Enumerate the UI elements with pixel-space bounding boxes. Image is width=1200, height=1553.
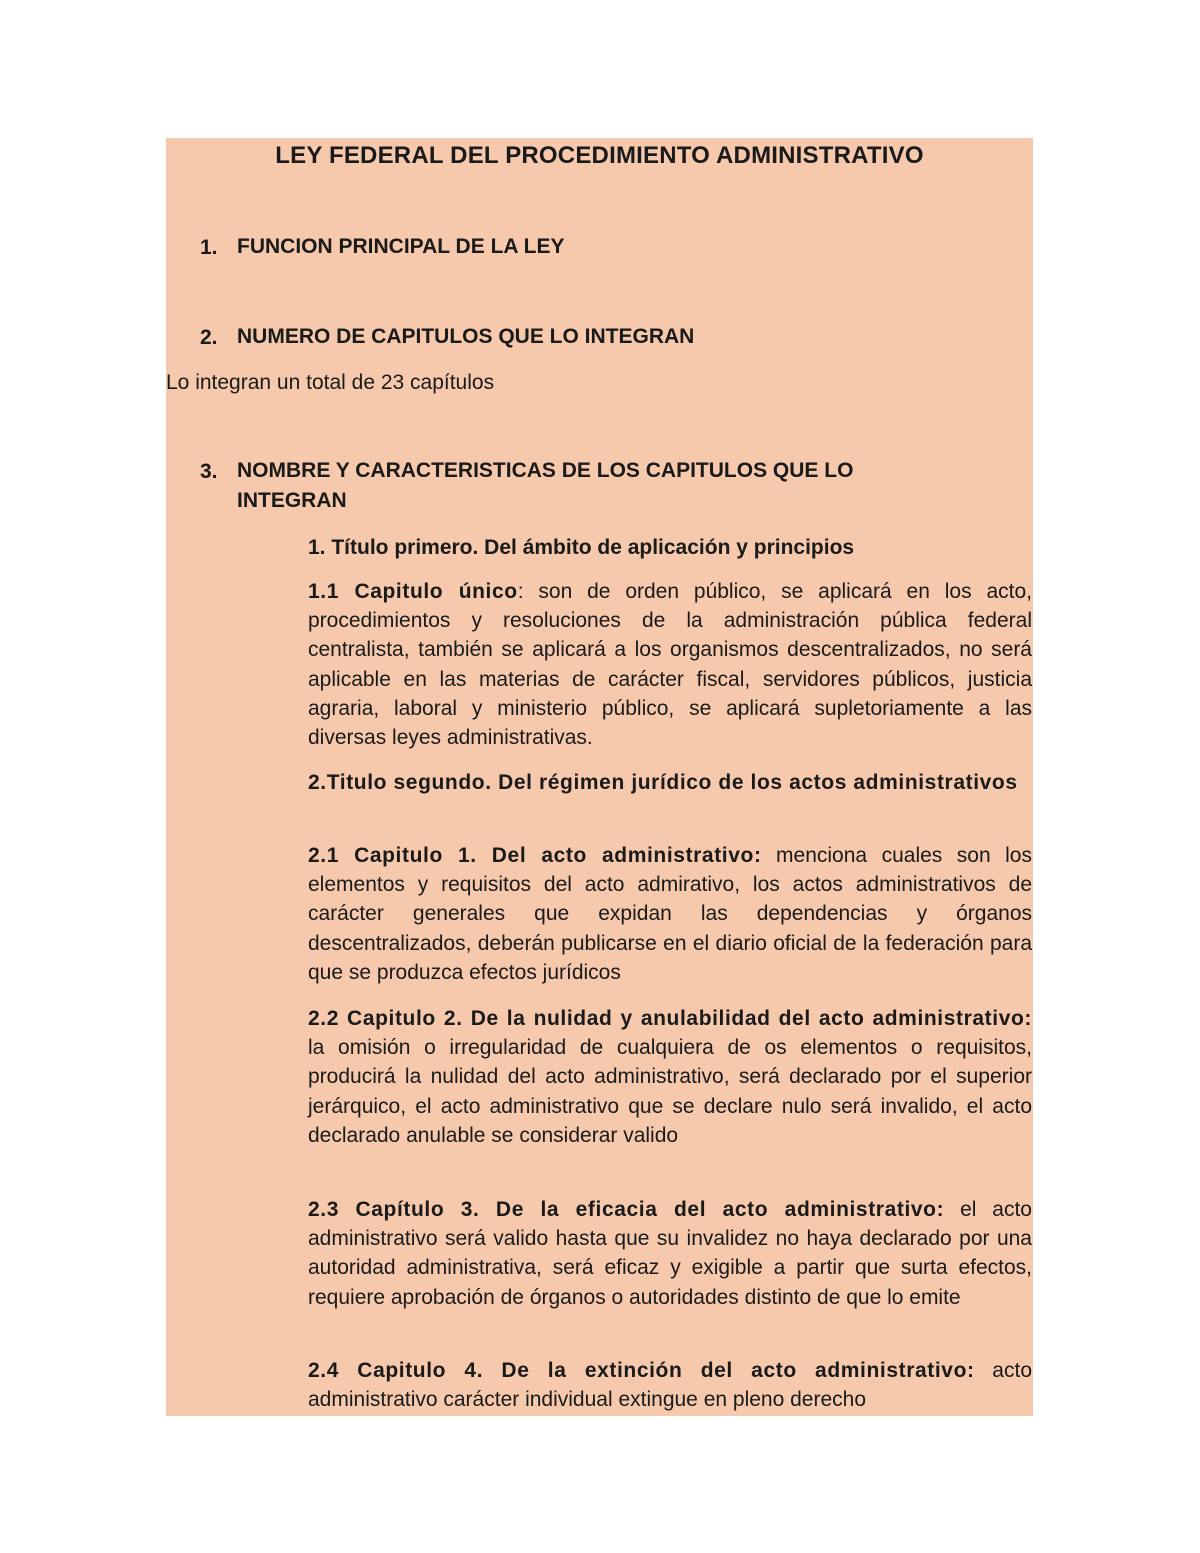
chapter-2-4-label: 2.4 Capitulo 4. De la extinción del acto administrativo: bbox=[308, 1359, 975, 1382]
chapter-1-1-label: 1.1 Capitulo único bbox=[308, 580, 518, 603]
chapter-2-1 bbox=[308, 841, 1032, 987]
question-2-answer: Lo integran un total de 23 capítulos bbox=[166, 371, 495, 394]
document-title: LEY FEDERAL DEL PROCEDIMIENTO ADMINISTRATIVO bbox=[275, 142, 924, 169]
chapter-2-1-label: 2.1 Capitulo 1. Del acto administrativo: bbox=[308, 844, 762, 867]
title-2-heading bbox=[308, 768, 1032, 797]
chapter-2-2 bbox=[308, 1004, 1032, 1150]
question-3-number: 3. bbox=[200, 460, 218, 483]
chapter-2-1-text: menciona cuales son los elementos y requisitos del acto admirativo, los actos administrativos de carácter generales que expidan las dependencias y órganos descentralizados, deberán publicarse en el diario oficial de la federación para que se produzca efectos jurídicos bbox=[308, 844, 1032, 984]
title-1-heading: 1. Título primero. Del ámbito de aplicación y principios bbox=[308, 536, 855, 559]
question-1-number: 1. bbox=[200, 236, 218, 259]
chapter-2-2-label: 2.2 Capitulo 2. De la nulidad y anulabilidad del acto administrativo: bbox=[308, 1007, 1032, 1030]
question-3-text: NOMBRE Y CARACTERISTICAS DE LOS CAPITULOS QUE LO INTEGRAN bbox=[237, 459, 854, 512]
chapter-2-4-text: acto administrativo carácter individual extingue en pleno derecho bbox=[308, 1359, 1032, 1412]
chapter-2-4 bbox=[308, 1356, 1032, 1414]
chapter-1-1-text: : son de orden público, se aplicará en los acto, procedimientos y resoluciones de la administración pública federal centralista, también se aplicará a los organismos descentralizados, no será aplicable en las materias de carácter fiscal, servidores públicos, justicia agraria, laboral y ministerio público, se aplicará supletoriamente a las diversas leyes administrativas. bbox=[308, 580, 1032, 750]
question-1-text: FUNCION PRINCIPAL DE LA LEY bbox=[237, 235, 565, 258]
chapter-1-1 bbox=[308, 577, 1032, 752]
chapter-2-3-text: el acto administrativo será valido hasta que su invalidez no haya declarado por una autoridad administrativa, será eficaz y exigible a partir que surta efectos, requiere aprobación de órganos o autoridades distinto de que lo emite bbox=[308, 1198, 1032, 1309]
chapter-2-2-text: la omisión o irregularidad de cualquiera de os elementos o requisitos, producirá la nulidad del acto administrativo, será declarado por el superior jerárquico, el acto administrativo que se declare nulo será invalido, el acto declarado anulable se considerar valido bbox=[308, 1036, 1032, 1147]
chapter-2-3-label: 2.3 Capítulo 3. De la eficacia del acto administrativo: bbox=[308, 1198, 945, 1221]
title-2-heading-text: 2.Titulo segundo. Del régimen jurídico de los actos administrativos bbox=[308, 771, 1018, 794]
chapter-2-3 bbox=[308, 1195, 1032, 1312]
question-2-number: 2. bbox=[200, 326, 218, 349]
question-2-text: NUMERO DE CAPITULOS QUE LO INTEGRAN bbox=[237, 325, 695, 348]
